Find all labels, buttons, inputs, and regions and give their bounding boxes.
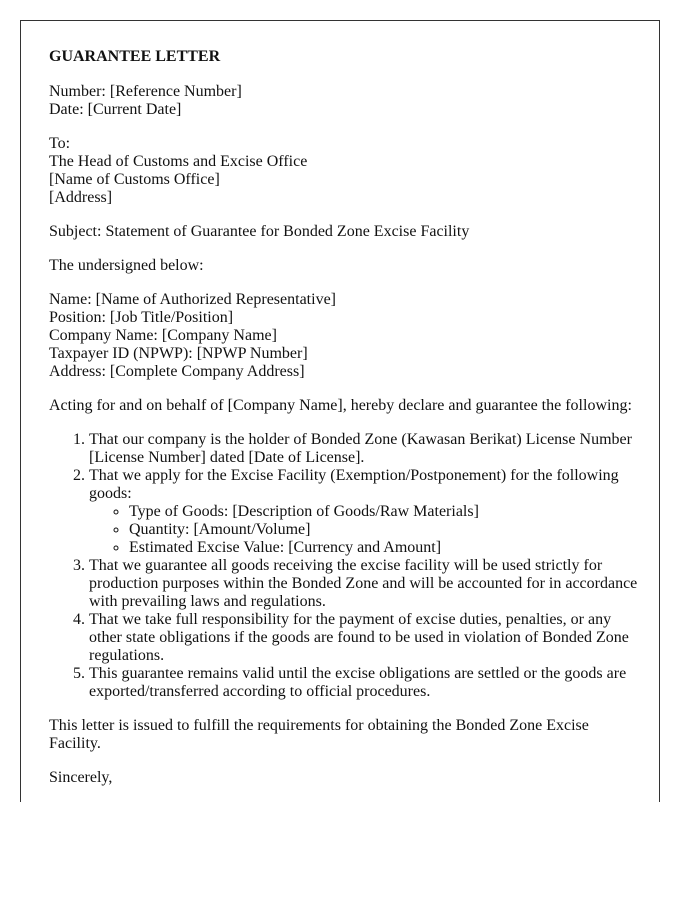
letter-content (49, 47, 639, 802)
signatory-name: Name: [Name of Authorized Representative] (49, 291, 336, 308)
declaration-text: That we apply for the Excise Facility (Exemption/Postponement) for the following goods: (89, 467, 619, 502)
goods-detail-item: ◦ Type of Goods: [Description of Goods/Raw Materials] (129, 503, 639, 521)
declaration-item (89, 557, 639, 611)
declaration-item (89, 431, 639, 467)
signatory-address: Address: [Complete Company Address] (49, 363, 305, 380)
letter-page (20, 20, 660, 802)
reference-block (49, 83, 639, 119)
recipient-line: [Address] (49, 189, 113, 206)
recipient-block (49, 135, 639, 207)
reference-date: Date: [Current Date] (49, 101, 182, 118)
goods-detail-item: ◦ Estimated Excise Value: [Currency and Amount] (129, 539, 639, 557)
declaration-text: This guarantee remains valid until the excise obligations are settled or the goods are exported/transferred according to official procedures. (89, 665, 627, 700)
letter-title: GUARANTEE LETTER (49, 48, 221, 65)
recipient-line: [Name of Customs Office] (49, 171, 220, 188)
goods-detail-item: ◦ Quantity: [Amount/Volume] (129, 521, 639, 539)
declaration-text: That we guarantee all goods receiving the excise facility will be used strictly for production purposes within the Bonded Zone and will be accounted for in accordance with prevailing laws and regulations. (89, 557, 638, 610)
signatory-taxpayer-id: Taxpayer ID (NPWP): [NPWP Number] (49, 345, 308, 362)
signatory-position: Position: [Job Title/Position] (49, 309, 234, 326)
declaration-text: That we take full responsibility for the payment of excise duties, penalties, or any other state obligations if the goods are found to be used in violation of Bonded Zone regulations. (89, 611, 629, 664)
goods-detail-list (89, 503, 639, 557)
intro-line: The undersigned below: (49, 257, 204, 274)
subject-line: Subject: Statement of Guarantee for Bonded Zone Excise Facility (49, 223, 470, 240)
declaration-item (89, 611, 639, 665)
declaration-item (89, 665, 639, 701)
signatory-company: Company Name: [Company Name] (49, 327, 277, 344)
closing-statement: This letter is issued to fulfill the requirements for obtaining the Bonded Zone Excise Facility. (49, 717, 589, 752)
declaration-item (89, 467, 639, 557)
declaration-list (49, 431, 639, 701)
signatory-block (49, 291, 639, 381)
recipient-line: The Head of Customs and Excise Office (49, 153, 308, 170)
reference-number: Number: [Reference Number] (49, 83, 242, 100)
recipient-to-label: To: (49, 135, 71, 152)
declaration-text: That our company is the holder of Bonded Zone (Kawasan Berikat) License Number [License Number] dated [Date of License]. (89, 431, 632, 466)
sign-off: Sincerely, (49, 769, 113, 786)
declaration-intro: Acting for and on behalf of [Company Name], hereby declare and guarantee the following: (49, 397, 632, 414)
